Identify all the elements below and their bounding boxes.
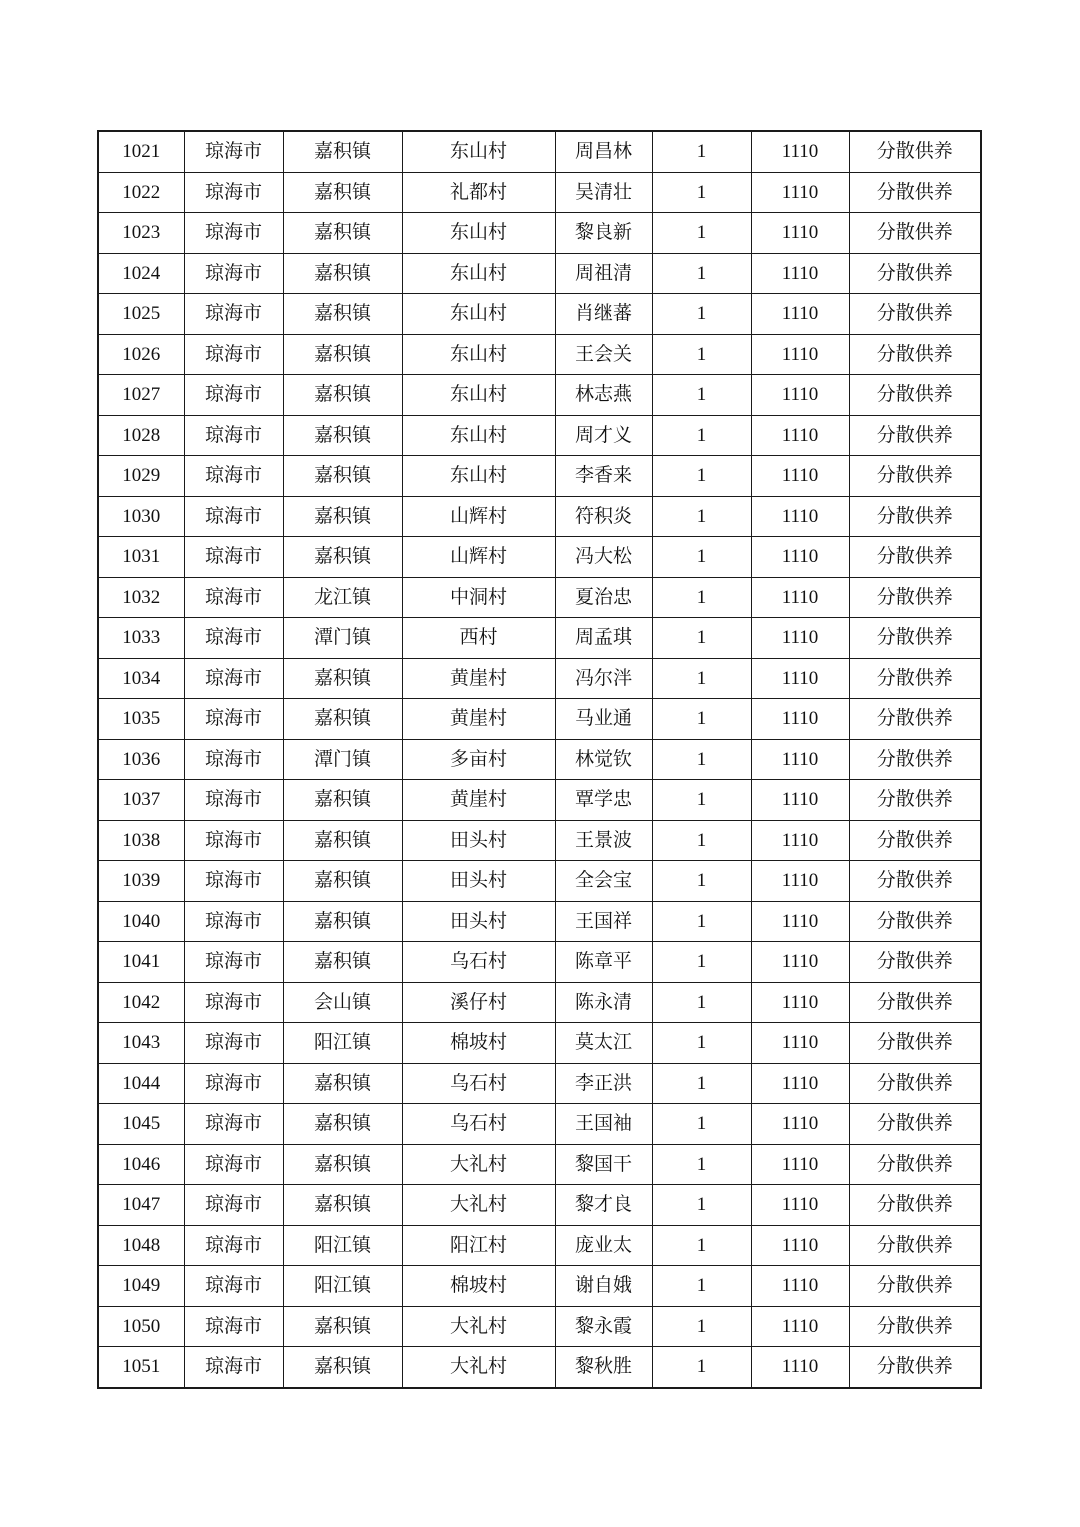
support-type-cell: 分散供养	[849, 213, 981, 254]
support-type-cell: 分散供养	[849, 131, 981, 172]
village-cell: 东山村	[402, 131, 555, 172]
name-cell: 马业通	[555, 699, 652, 740]
household-size-cell: 1	[652, 1144, 751, 1185]
name-cell: 周孟琪	[555, 618, 652, 659]
serial-number-cell: 1044	[98, 1063, 184, 1104]
table-row	[98, 861, 981, 902]
amount-cell: 1110	[751, 1185, 849, 1226]
support-type-cell: 分散供养	[849, 982, 981, 1023]
city-cell: 琼海市	[184, 1144, 283, 1185]
serial-number-cell: 1029	[98, 456, 184, 497]
household-size-cell: 1	[652, 1306, 751, 1347]
village-cell: 田头村	[402, 820, 555, 861]
city-cell: 琼海市	[184, 1023, 283, 1064]
support-type-cell: 分散供养	[849, 456, 981, 497]
table-row	[98, 253, 981, 294]
city-cell: 琼海市	[184, 658, 283, 699]
town-cell: 嘉积镇	[283, 213, 402, 254]
village-cell: 溪仔村	[402, 982, 555, 1023]
city-cell: 琼海市	[184, 253, 283, 294]
city-cell: 琼海市	[184, 1306, 283, 1347]
support-type-cell: 分散供养	[849, 618, 981, 659]
name-cell: 李香来	[555, 456, 652, 497]
village-cell: 东山村	[402, 253, 555, 294]
city-cell: 琼海市	[184, 982, 283, 1023]
table-row	[98, 375, 981, 416]
household-size-cell: 1	[652, 901, 751, 942]
amount-cell: 1110	[751, 780, 849, 821]
support-type-cell: 分散供养	[849, 780, 981, 821]
name-cell: 谢自娥	[555, 1266, 652, 1307]
village-cell: 黄崖村	[402, 658, 555, 699]
name-cell: 陈永清	[555, 982, 652, 1023]
amount-cell: 1110	[751, 861, 849, 902]
amount-cell: 1110	[751, 1063, 849, 1104]
city-cell: 琼海市	[184, 456, 283, 497]
town-cell: 嘉积镇	[283, 861, 402, 902]
support-type-cell: 分散供养	[849, 699, 981, 740]
village-cell: 棉坡村	[402, 1266, 555, 1307]
town-cell: 嘉积镇	[283, 1104, 402, 1145]
city-cell: 琼海市	[184, 415, 283, 456]
serial-number-cell: 1034	[98, 658, 184, 699]
serial-number-cell: 1046	[98, 1144, 184, 1185]
table-row	[98, 820, 981, 861]
town-cell: 阳江镇	[283, 1225, 402, 1266]
table-row	[98, 456, 981, 497]
city-cell: 琼海市	[184, 780, 283, 821]
support-type-cell: 分散供养	[849, 1144, 981, 1185]
household-size-cell: 1	[652, 658, 751, 699]
village-cell: 东山村	[402, 294, 555, 335]
village-cell: 棉坡村	[402, 1023, 555, 1064]
name-cell: 周祖清	[555, 253, 652, 294]
table-row	[98, 1306, 981, 1347]
village-cell: 大礼村	[402, 1144, 555, 1185]
city-cell: 琼海市	[184, 334, 283, 375]
amount-cell: 1110	[751, 901, 849, 942]
household-size-cell: 1	[652, 942, 751, 983]
village-cell: 大礼村	[402, 1185, 555, 1226]
village-cell: 山辉村	[402, 496, 555, 537]
amount-cell: 1110	[751, 334, 849, 375]
serial-number-cell: 1035	[98, 699, 184, 740]
city-cell: 琼海市	[184, 537, 283, 578]
city-cell: 琼海市	[184, 1104, 283, 1145]
support-type-cell: 分散供养	[849, 820, 981, 861]
serial-number-cell: 1041	[98, 942, 184, 983]
serial-number-cell: 1025	[98, 294, 184, 335]
household-size-cell: 1	[652, 577, 751, 618]
town-cell: 会山镇	[283, 982, 402, 1023]
amount-cell: 1110	[751, 496, 849, 537]
village-cell: 东山村	[402, 334, 555, 375]
serial-number-cell: 1037	[98, 780, 184, 821]
amount-cell: 1110	[751, 1347, 849, 1388]
support-type-cell: 分散供养	[849, 1306, 981, 1347]
support-type-cell: 分散供养	[849, 537, 981, 578]
support-type-cell: 分散供养	[849, 1023, 981, 1064]
household-size-cell: 1	[652, 861, 751, 902]
serial-number-cell: 1024	[98, 253, 184, 294]
serial-number-cell: 1042	[98, 982, 184, 1023]
town-cell: 嘉积镇	[283, 496, 402, 537]
name-cell: 王国祥	[555, 901, 652, 942]
household-size-cell: 1	[652, 415, 751, 456]
town-cell: 龙江镇	[283, 577, 402, 618]
support-type-cell: 分散供养	[849, 1185, 981, 1226]
amount-cell: 1110	[751, 213, 849, 254]
town-cell: 嘉积镇	[283, 780, 402, 821]
household-size-cell: 1	[652, 1063, 751, 1104]
town-cell: 嘉积镇	[283, 1347, 402, 1388]
town-cell: 嘉积镇	[283, 131, 402, 172]
serial-number-cell: 1047	[98, 1185, 184, 1226]
table-row	[98, 1104, 981, 1145]
serial-number-cell: 1036	[98, 739, 184, 780]
village-cell: 黄崖村	[402, 780, 555, 821]
household-size-cell: 1	[652, 334, 751, 375]
table-row	[98, 901, 981, 942]
amount-cell: 1110	[751, 982, 849, 1023]
serial-number-cell: 1045	[98, 1104, 184, 1145]
name-cell: 黎永霞	[555, 1306, 652, 1347]
amount-cell: 1110	[751, 253, 849, 294]
village-cell: 西村	[402, 618, 555, 659]
household-size-cell: 1	[652, 1104, 751, 1145]
table-row	[98, 1063, 981, 1104]
support-type-cell: 分散供养	[849, 1225, 981, 1266]
table-row	[98, 618, 981, 659]
table-row	[98, 942, 981, 983]
name-cell: 黎秋胜	[555, 1347, 652, 1388]
name-cell: 王国袖	[555, 1104, 652, 1145]
serial-number-cell: 1040	[98, 901, 184, 942]
town-cell: 嘉积镇	[283, 699, 402, 740]
city-cell: 琼海市	[184, 1347, 283, 1388]
town-cell: 嘉积镇	[283, 1063, 402, 1104]
amount-cell: 1110	[751, 577, 849, 618]
support-type-cell: 分散供养	[849, 253, 981, 294]
support-type-cell: 分散供养	[849, 577, 981, 618]
village-cell: 中洞村	[402, 577, 555, 618]
name-cell: 全会宝	[555, 861, 652, 902]
table-row	[98, 699, 981, 740]
serial-number-cell: 1051	[98, 1347, 184, 1388]
table-row	[98, 1225, 981, 1266]
serial-number-cell: 1033	[98, 618, 184, 659]
beneficiary-table	[97, 130, 982, 1389]
household-size-cell: 1	[652, 1185, 751, 1226]
serial-number-cell: 1049	[98, 1266, 184, 1307]
household-size-cell: 1	[652, 456, 751, 497]
name-cell: 林觉钦	[555, 739, 652, 780]
name-cell: 王会关	[555, 334, 652, 375]
support-type-cell: 分散供养	[849, 658, 981, 699]
support-type-cell: 分散供养	[849, 172, 981, 213]
serial-number-cell: 1043	[98, 1023, 184, 1064]
town-cell: 嘉积镇	[283, 172, 402, 213]
amount-cell: 1110	[751, 820, 849, 861]
name-cell: 夏治忠	[555, 577, 652, 618]
support-type-cell: 分散供养	[849, 739, 981, 780]
town-cell: 嘉积镇	[283, 294, 402, 335]
amount-cell: 1110	[751, 1266, 849, 1307]
name-cell: 黎才良	[555, 1185, 652, 1226]
city-cell: 琼海市	[184, 1063, 283, 1104]
support-type-cell: 分散供养	[849, 942, 981, 983]
household-size-cell: 1	[652, 1225, 751, 1266]
table-row	[98, 1266, 981, 1307]
support-type-cell: 分散供养	[849, 1266, 981, 1307]
village-cell: 乌石村	[402, 942, 555, 983]
serial-number-cell: 1022	[98, 172, 184, 213]
name-cell: 周昌林	[555, 131, 652, 172]
name-cell: 王景波	[555, 820, 652, 861]
household-size-cell: 1	[652, 982, 751, 1023]
name-cell: 冯大松	[555, 537, 652, 578]
village-cell: 东山村	[402, 415, 555, 456]
table-row	[98, 213, 981, 254]
support-type-cell: 分散供养	[849, 375, 981, 416]
household-size-cell: 1	[652, 172, 751, 213]
name-cell: 李正洪	[555, 1063, 652, 1104]
table-row	[98, 1347, 981, 1388]
table-row	[98, 1023, 981, 1064]
amount-cell: 1110	[751, 1104, 849, 1145]
household-size-cell: 1	[652, 253, 751, 294]
name-cell: 周才义	[555, 415, 652, 456]
table-row	[98, 172, 981, 213]
table-row	[98, 780, 981, 821]
name-cell: 符积炎	[555, 496, 652, 537]
village-cell: 东山村	[402, 456, 555, 497]
village-cell: 乌石村	[402, 1104, 555, 1145]
household-size-cell: 1	[652, 131, 751, 172]
table-row	[98, 982, 981, 1023]
serial-number-cell: 1048	[98, 1225, 184, 1266]
amount-cell: 1110	[751, 415, 849, 456]
household-size-cell: 1	[652, 537, 751, 578]
serial-number-cell: 1021	[98, 131, 184, 172]
village-cell: 东山村	[402, 213, 555, 254]
town-cell: 嘉积镇	[283, 415, 402, 456]
table-row	[98, 334, 981, 375]
city-cell: 琼海市	[184, 294, 283, 335]
support-type-cell: 分散供养	[849, 496, 981, 537]
town-cell: 潭门镇	[283, 739, 402, 780]
town-cell: 嘉积镇	[283, 375, 402, 416]
table-row	[98, 577, 981, 618]
serial-number-cell: 1050	[98, 1306, 184, 1347]
city-cell: 琼海市	[184, 496, 283, 537]
amount-cell: 1110	[751, 1306, 849, 1347]
city-cell: 琼海市	[184, 901, 283, 942]
city-cell: 琼海市	[184, 739, 283, 780]
household-size-cell: 1	[652, 820, 751, 861]
name-cell: 黎良新	[555, 213, 652, 254]
household-size-cell: 1	[652, 1023, 751, 1064]
table-row	[98, 1185, 981, 1226]
household-size-cell: 1	[652, 375, 751, 416]
village-cell: 大礼村	[402, 1347, 555, 1388]
name-cell: 莫太江	[555, 1023, 652, 1064]
serial-number-cell: 1027	[98, 375, 184, 416]
name-cell: 陈章平	[555, 942, 652, 983]
household-size-cell: 1	[652, 618, 751, 659]
amount-cell: 1110	[751, 1023, 849, 1064]
town-cell: 潭门镇	[283, 618, 402, 659]
town-cell: 嘉积镇	[283, 253, 402, 294]
town-cell: 嘉积镇	[283, 537, 402, 578]
village-cell: 大礼村	[402, 1306, 555, 1347]
serial-number-cell: 1032	[98, 577, 184, 618]
table-row	[98, 131, 981, 172]
amount-cell: 1110	[751, 739, 849, 780]
support-type-cell: 分散供养	[849, 1347, 981, 1388]
town-cell: 嘉积镇	[283, 456, 402, 497]
amount-cell: 1110	[751, 537, 849, 578]
village-cell: 乌石村	[402, 1063, 555, 1104]
table-row	[98, 1144, 981, 1185]
city-cell: 琼海市	[184, 131, 283, 172]
table-row	[98, 496, 981, 537]
village-cell: 田头村	[402, 861, 555, 902]
town-cell: 嘉积镇	[283, 901, 402, 942]
serial-number-cell: 1039	[98, 861, 184, 902]
household-size-cell: 1	[652, 496, 751, 537]
name-cell: 黎国干	[555, 1144, 652, 1185]
support-type-cell: 分散供养	[849, 415, 981, 456]
support-type-cell: 分散供养	[849, 294, 981, 335]
serial-number-cell: 1030	[98, 496, 184, 537]
city-cell: 琼海市	[184, 861, 283, 902]
name-cell: 冯尔泮	[555, 658, 652, 699]
support-type-cell: 分散供养	[849, 901, 981, 942]
amount-cell: 1110	[751, 375, 849, 416]
village-cell: 阳江村	[402, 1225, 555, 1266]
city-cell: 琼海市	[184, 375, 283, 416]
city-cell: 琼海市	[184, 1185, 283, 1226]
table-row	[98, 658, 981, 699]
city-cell: 琼海市	[184, 699, 283, 740]
town-cell: 嘉积镇	[283, 1306, 402, 1347]
household-size-cell: 1	[652, 1266, 751, 1307]
city-cell: 琼海市	[184, 618, 283, 659]
name-cell: 林志燕	[555, 375, 652, 416]
serial-number-cell: 1028	[98, 415, 184, 456]
village-cell: 东山村	[402, 375, 555, 416]
town-cell: 嘉积镇	[283, 942, 402, 983]
town-cell: 阳江镇	[283, 1023, 402, 1064]
name-cell: 肖继蕃	[555, 294, 652, 335]
amount-cell: 1110	[751, 1225, 849, 1266]
village-cell: 礼都村	[402, 172, 555, 213]
household-size-cell: 1	[652, 1347, 751, 1388]
name-cell: 覃学忠	[555, 780, 652, 821]
amount-cell: 1110	[751, 172, 849, 213]
household-size-cell: 1	[652, 213, 751, 254]
serial-number-cell: 1031	[98, 537, 184, 578]
serial-number-cell: 1026	[98, 334, 184, 375]
name-cell: 庞业太	[555, 1225, 652, 1266]
support-type-cell: 分散供养	[849, 334, 981, 375]
city-cell: 琼海市	[184, 1266, 283, 1307]
city-cell: 琼海市	[184, 213, 283, 254]
village-cell: 田头村	[402, 901, 555, 942]
town-cell: 阳江镇	[283, 1266, 402, 1307]
village-cell: 多亩村	[402, 739, 555, 780]
town-cell: 嘉积镇	[283, 820, 402, 861]
name-cell: 吴清壮	[555, 172, 652, 213]
amount-cell: 1110	[751, 942, 849, 983]
village-cell: 黄崖村	[402, 699, 555, 740]
amount-cell: 1110	[751, 618, 849, 659]
city-cell: 琼海市	[184, 577, 283, 618]
amount-cell: 1110	[751, 658, 849, 699]
table-row	[98, 415, 981, 456]
table-row	[98, 739, 981, 780]
amount-cell: 1110	[751, 699, 849, 740]
town-cell: 嘉积镇	[283, 1185, 402, 1226]
household-size-cell: 1	[652, 739, 751, 780]
town-cell: 嘉积镇	[283, 334, 402, 375]
town-cell: 嘉积镇	[283, 658, 402, 699]
serial-number-cell: 1023	[98, 213, 184, 254]
table-body	[98, 131, 981, 1388]
city-cell: 琼海市	[184, 942, 283, 983]
household-size-cell: 1	[652, 294, 751, 335]
support-type-cell: 分散供养	[849, 1063, 981, 1104]
table-row	[98, 537, 981, 578]
city-cell: 琼海市	[184, 1225, 283, 1266]
amount-cell: 1110	[751, 1144, 849, 1185]
amount-cell: 1110	[751, 131, 849, 172]
city-cell: 琼海市	[184, 172, 283, 213]
serial-number-cell: 1038	[98, 820, 184, 861]
town-cell: 嘉积镇	[283, 1144, 402, 1185]
village-cell: 山辉村	[402, 537, 555, 578]
support-type-cell: 分散供养	[849, 861, 981, 902]
household-size-cell: 1	[652, 699, 751, 740]
amount-cell: 1110	[751, 456, 849, 497]
support-type-cell: 分散供养	[849, 1104, 981, 1145]
table-row	[98, 294, 981, 335]
household-size-cell: 1	[652, 780, 751, 821]
city-cell: 琼海市	[184, 820, 283, 861]
amount-cell: 1110	[751, 294, 849, 335]
